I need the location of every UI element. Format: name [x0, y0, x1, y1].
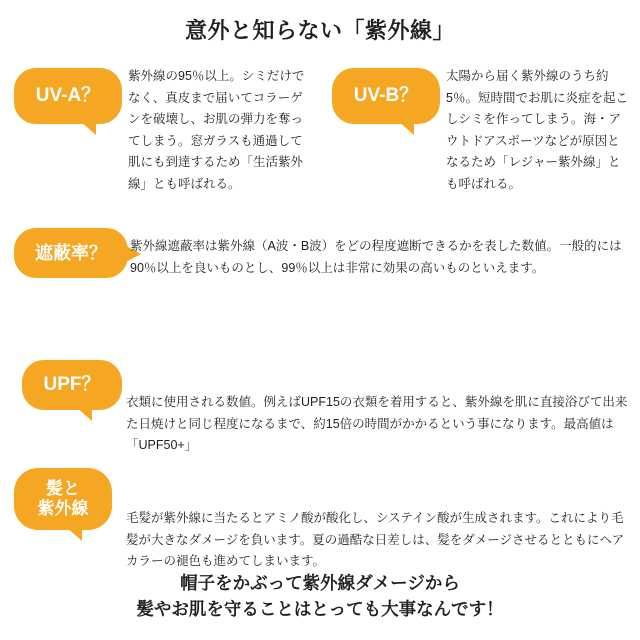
upf-description: 衣類に使用される数値。例えばUPF15の衣類を着用すると、紫外線を肌に直接浴びて出来た日焼けと同じ程度になるまで、約15倍の時間がかかるという事になります。最高値は「UPF50+」	[126, 395, 628, 452]
footer-line-1: 帽子をかぶって紫外線ダメージから	[180, 572, 460, 593]
speech-tail-icon	[398, 121, 414, 135]
shielding-rate-label-bubble	[14, 228, 128, 278]
shielding-rate-description: 紫外線遮蔽率は紫外線（A波・B波）をどの程度遮断できるかを表した数値。一般的には90％以上を良いものとし、99％以上は非常に効果の高いものといえます。	[130, 239, 622, 275]
hair-description: 毛髪が紫外線に当たるとアミノ酸が酸化し、システイン酸が生成されます。これにより毛髪が大きなダメージを負います。夏の過酷な日差しは、髪をダメージさせるとともにヘアカラーの褪色も進めてしまいます。	[126, 511, 625, 568]
hair-label-line1: 髪と	[46, 479, 80, 499]
uva-label-bubble	[14, 68, 122, 124]
uvb-description: 太陽から届く紫外線のうち約5％。短時間でお肌に炎症を起こしシミを作ってしまう。海・アウトドアスポーツなどが原因となるため「レジャー紫外線」とも呼ばれる。	[446, 69, 628, 191]
uva-label: UV-A？	[35, 85, 101, 107]
uvb-label-bubble	[332, 68, 440, 124]
uvb-label: UV-B？	[353, 85, 419, 107]
upf-label: UPF？	[43, 374, 101, 396]
upf-label-bubble	[22, 360, 122, 410]
speech-tail-icon	[76, 407, 92, 421]
footer-line-2: 髪やお肌を守ることはとっても大事なんです！	[136, 598, 504, 619]
section-uv-row	[0, 52, 640, 212]
page-title: 意外と知らない「紫外線」	[184, 18, 455, 43]
hair-label-line2: 紫外線	[37, 499, 89, 518]
hair-label-bubble	[14, 468, 112, 530]
speech-tail-icon	[80, 121, 96, 135]
shielding-rate-label: 遮蔽率？	[35, 242, 107, 263]
footer-message	[0, 570, 640, 623]
uva-description: 紫外線の95％以上。シミだけでなく、真皮まで届いてコラーゲンを破壊し、お肌の弾力を奪ってしまう。窓ガラスも通過して肌にも到達するため「生活紫外線」とも呼ばれる。	[128, 69, 305, 191]
speech-tail-icon	[66, 527, 82, 541]
